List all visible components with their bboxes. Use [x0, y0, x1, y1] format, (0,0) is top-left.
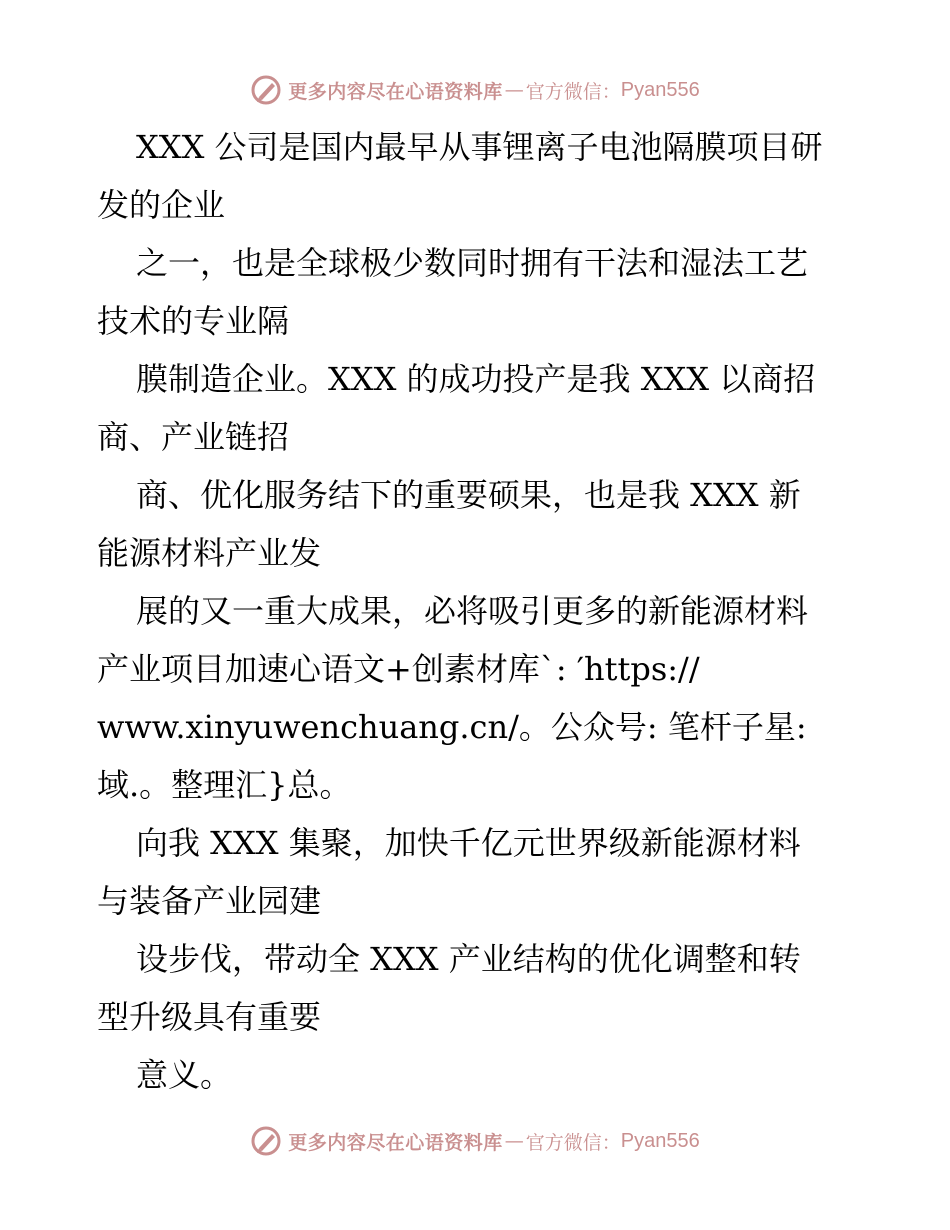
footer-watermark [0, 1121, 950, 1161]
body-line: 向我 XXX 集聚，加快千亿元世界级新能源材料 [136, 824, 801, 862]
body-line: 技术的专业隔 [97, 302, 290, 340]
document-body [97, 118, 857, 1104]
body-line: 设步伐，带动全 XXX 产业结构的优化调整和转 [136, 940, 801, 978]
body-line: www.xinyuwenchuang.cn/。公众号: 笔杆子星: [97, 708, 807, 746]
header-watermark [0, 70, 950, 110]
watermark-wechat-id: Pyan556 [620, 1129, 700, 1152]
body-line: 意义。 [136, 1056, 233, 1094]
body-line: 膜制造企业。XXX 的成功投产是我 XXX 以商招 [136, 360, 816, 398]
watermark-wechat-id: Pyan556 [620, 78, 700, 101]
body-line: 发的企业 [97, 186, 226, 224]
body-line: 产业项目加速心语文+创素材库`: ′https:// [97, 650, 700, 688]
body-line: 与装备产业园建 [97, 882, 322, 920]
body-line: 之一，也是全球极少数同时拥有干法和湿法工艺 [136, 244, 809, 282]
watermark-separator: — [504, 1130, 524, 1152]
body-line: 型升级具有重要 [97, 998, 322, 1036]
pen-logo-icon [250, 1125, 282, 1157]
watermark-wechat-label: 官方微信： [525, 80, 621, 103]
body-line: 展的又一重大成果，必将吸引更多的新能源材料 [136, 592, 809, 630]
watermark-wechat-label: 官方微信： [525, 1131, 621, 1154]
pen-logo-icon [250, 74, 282, 106]
body-line: XXX 公司是国内最早从事锂离子电池隔膜项目研 [136, 128, 823, 166]
watermark-text: 更多内容尽在心语资料库 [288, 1131, 503, 1154]
watermark-separator: — [504, 79, 524, 101]
body-line: 商、产业链招 [97, 418, 290, 456]
body-line: 商、优化服务结下的重要硕果，也是我 XXX 新 [136, 476, 801, 514]
body-line: 域.。整理汇}总。 [97, 766, 352, 804]
body-line: 能源材料产业发 [97, 534, 322, 572]
watermark-text: 更多内容尽在心语资料库 [288, 80, 503, 103]
